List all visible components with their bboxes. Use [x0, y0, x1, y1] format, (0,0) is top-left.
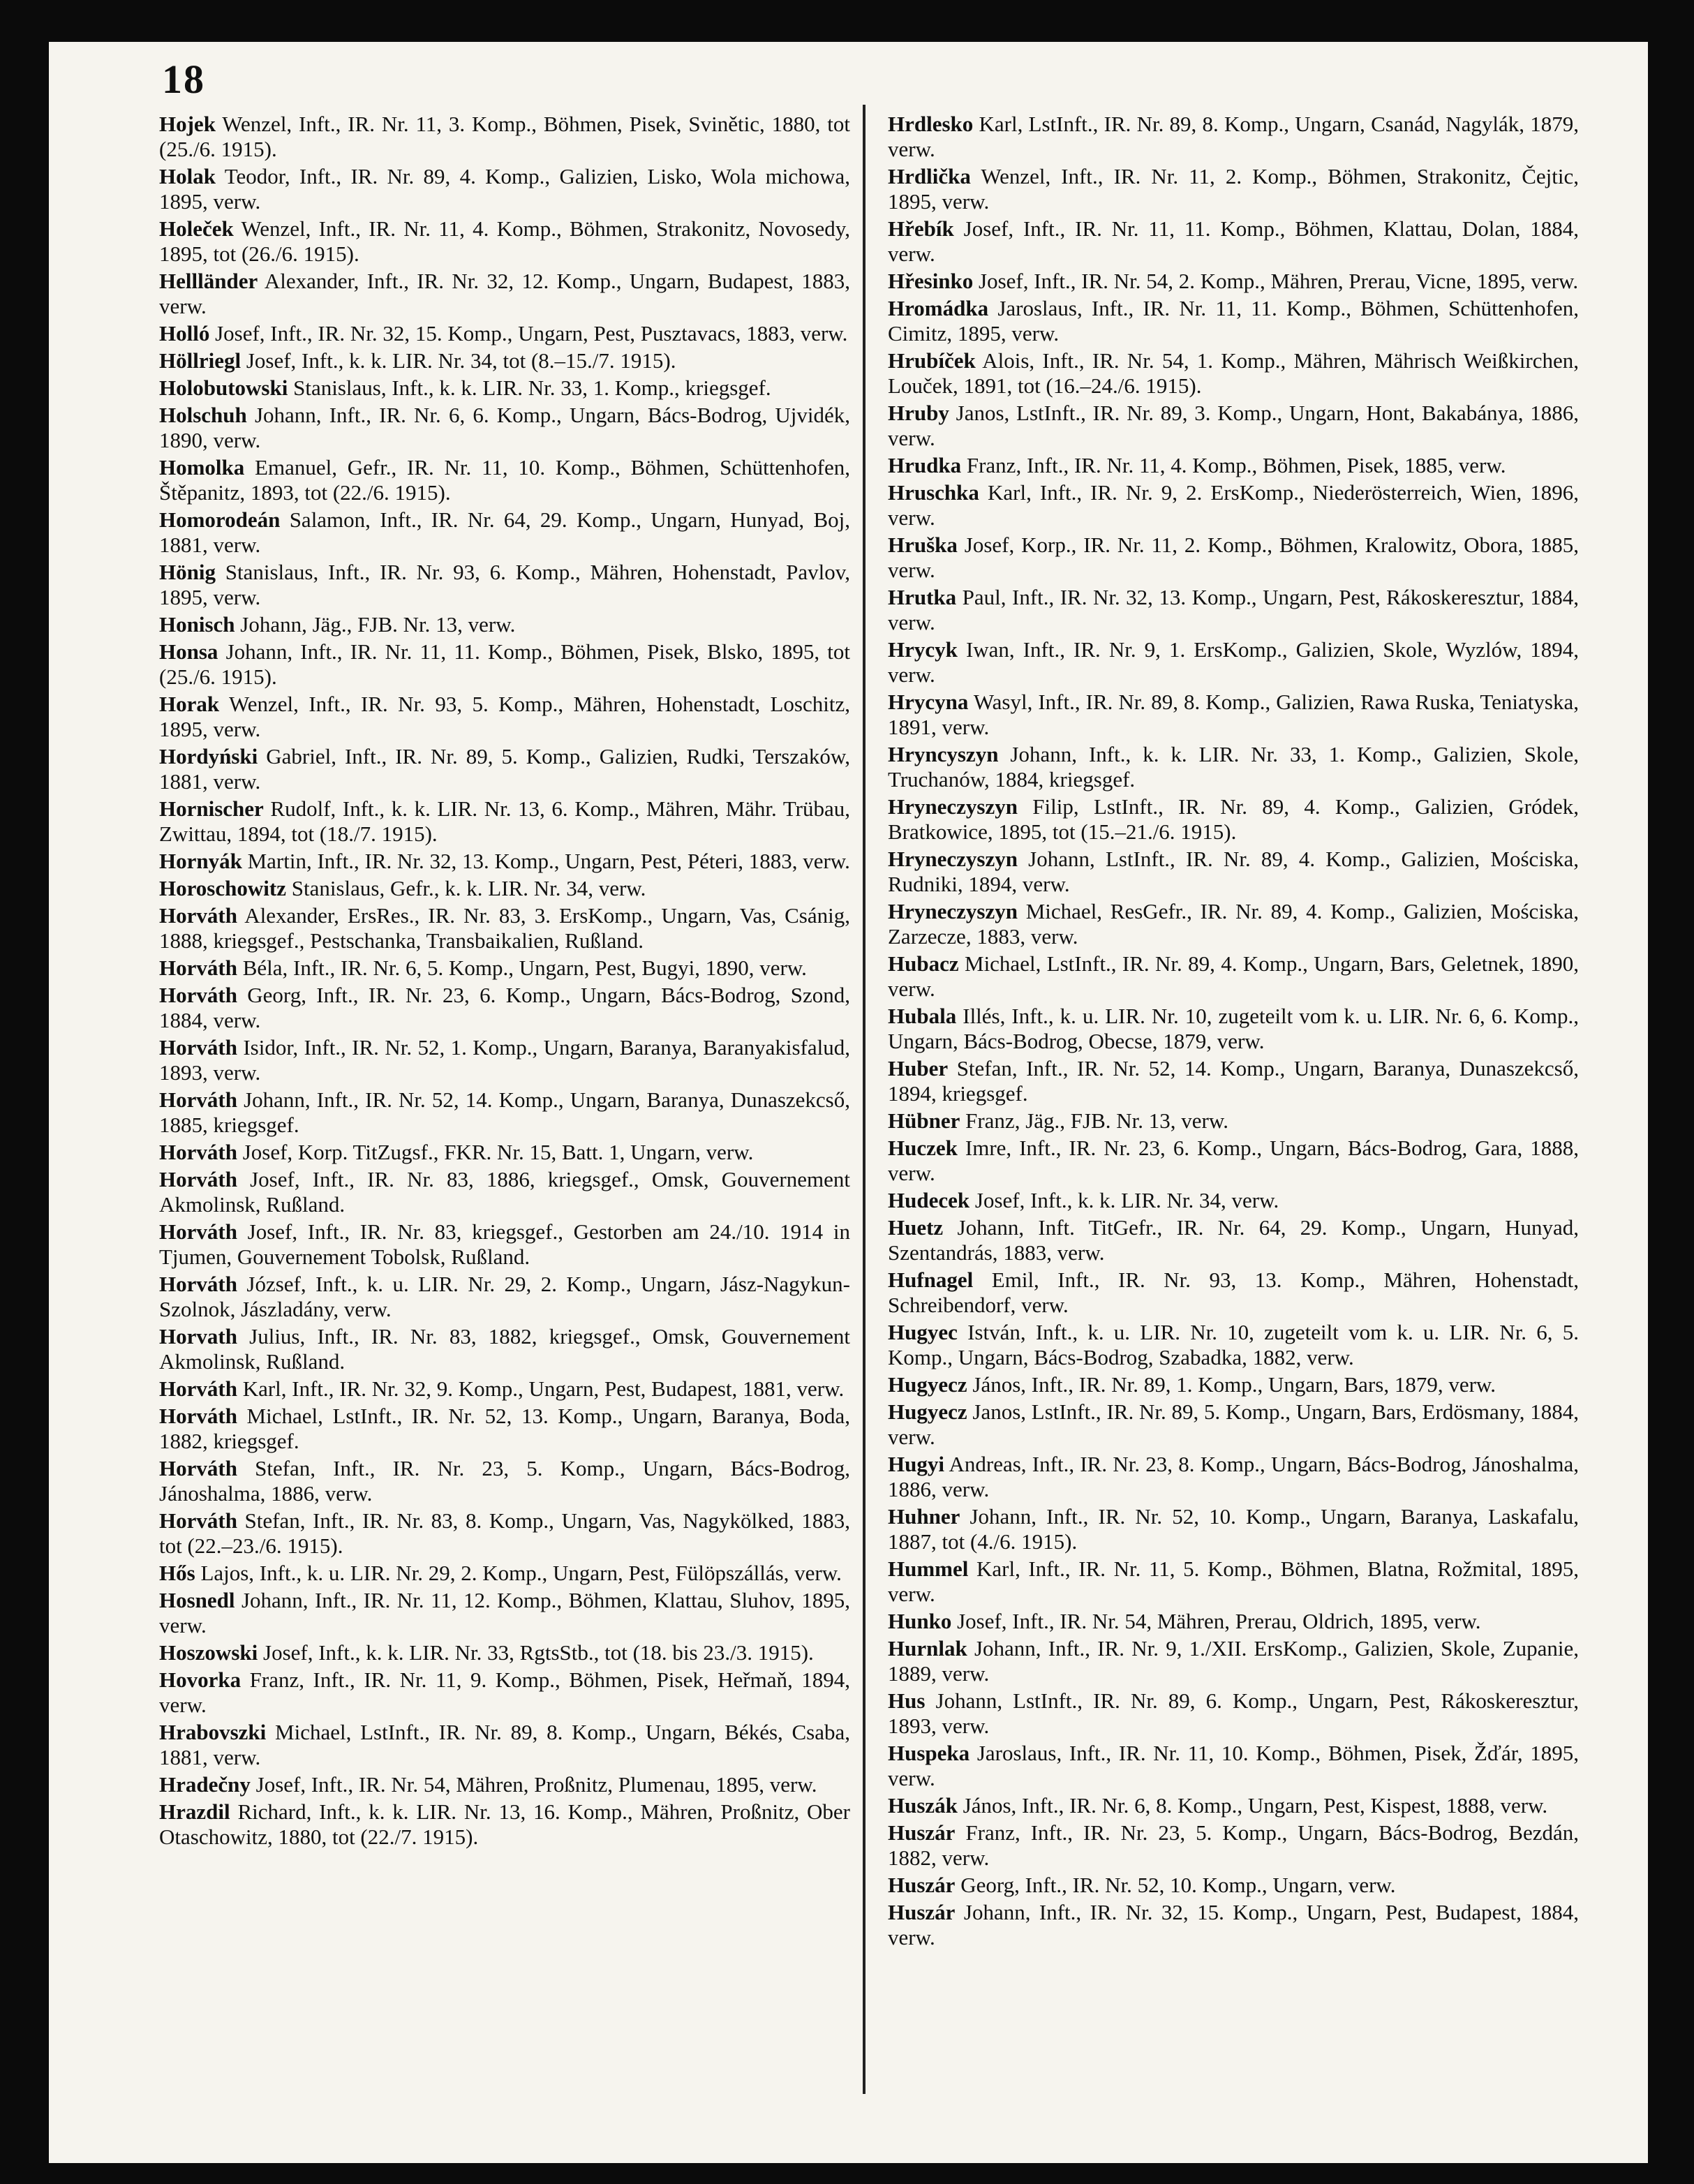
entry-surname: Hubala: [888, 1004, 957, 1028]
casualty-entry: [159, 403, 850, 453]
casualty-entry: [888, 1609, 1579, 1634]
entry-details: Karl, Inft., IR. Nr. 9, 2. ErsKomp., Niederösterreich, Wien, 1896, verw.: [888, 480, 1579, 530]
entry-details: Johann, Inft. TitGefr., IR. Nr. 64, 29. Komp., Ungarn, Hunyad, Szentandrás, 1883, verw.: [888, 1215, 1580, 1265]
entry-details: Josef, Inft., IR. Nr. 32, 15. Komp., Ungarn, Pest, Pusztavacs, 1883, verw.: [215, 321, 848, 346]
entry-surname: Huetz: [888, 1215, 944, 1240]
entry-surname: Hübner: [888, 1108, 960, 1133]
entry-details: Julius, Inft., IR. Nr. 83, 1882, kriegsgef., Omsk, Gouvernement Akmolinsk, Rußland.: [159, 1324, 850, 1374]
scan-border-left: [0, 0, 49, 2184]
entry-details: Karl, Inft., IR. Nr. 11, 5. Komp., Böhmen, Blatna, Rožmital, 1895, verw.: [888, 1557, 1580, 1606]
casualty-entry: [159, 903, 850, 953]
casualty-entry: [159, 1324, 850, 1374]
casualty-entry: [888, 847, 1579, 897]
casualty-entry: [888, 1268, 1579, 1318]
casualty-entry: [159, 1772, 850, 1797]
left-column: [159, 112, 850, 1852]
entry-surname: Hummel: [888, 1557, 969, 1581]
entry-details: Georg, Inft., IR. Nr. 23, 6. Komp., Ungarn, Bács-Bodrog, Szond, 1884, verw.: [159, 983, 850, 1032]
entry-details: Alois, Inft., IR. Nr. 54, 1. Komp., Mähren, Mährisch Weißkirchen, Louček, 1891, tot (16.–24./6. 1915).: [888, 348, 1579, 398]
casualty-entry: [888, 533, 1579, 583]
entry-surname: Horak: [159, 692, 220, 716]
entry-details: Josef, Inft., k. k. LIR. Nr. 34, tot (8.–15./7. 1915).: [246, 348, 676, 373]
entry-details: Richard, Inft., k. k. LIR. Nr. 13, 16. Komp., Mähren, Proßnitz, Ober Otaschowitz, 1880, tot (22./7. 1915).: [159, 1799, 850, 1849]
entry-surname: Hrazdil: [159, 1799, 230, 1824]
entry-surname: Hornyák: [159, 849, 242, 873]
casualty-entry: [888, 637, 1579, 688]
casualty-entry: [888, 1215, 1579, 1265]
entry-details: Franz, Inft., IR. Nr. 23, 5. Komp., Ungarn, Bács-Bodrog, Bezdán, 1882, verw.: [888, 1820, 1580, 1870]
entry-surname: Hurnlak: [888, 1636, 967, 1661]
scan-border-right: [1648, 0, 1694, 2184]
entry-details: Wenzel, Inft., IR. Nr. 11, 4. Komp., Böhmen, Strakonitz, Novosedy, 1895, tot (26./6. 1915).: [159, 216, 850, 266]
entry-surname: Hradečny: [159, 1772, 251, 1797]
entry-surname: Huczek: [888, 1136, 958, 1160]
entry-details: Johann, Jäg., FJB. Nr. 13, verw.: [240, 612, 516, 637]
casualty-entry: [888, 1056, 1579, 1106]
entry-surname: Honisch: [159, 612, 235, 637]
page-number: 18: [162, 57, 205, 102]
entry-details: Wasyl, Inft., IR. Nr. 89, 8. Komp., Galizien, Rawa Ruska, Teniatyska, 1891, verw.: [888, 690, 1579, 739]
entry-surname: Hubacz: [888, 951, 959, 976]
casualty-entry: [159, 639, 850, 690]
entry-details: Imre, Inft., IR. Nr. 23, 6. Komp., Ungarn, Bács-Bodrog, Gara, 1888, verw.: [888, 1136, 1579, 1185]
entry-surname: Hromádka: [888, 296, 989, 320]
entry-surname: Huszár: [888, 1820, 956, 1845]
entry-details: Michael, ResGefr., IR. Nr. 89, 4. Komp., Galizien, Mościska, Zarzecze, 1883, verw.: [888, 899, 1580, 949]
entry-surname: Hrycyna: [888, 690, 969, 714]
casualty-entry: [888, 585, 1579, 635]
casualty-entry: [888, 1188, 1579, 1213]
entry-surname: Horváth: [159, 1508, 237, 1533]
casualty-entry: [159, 164, 850, 214]
entry-surname: Horvath: [159, 1324, 237, 1349]
entry-surname: Horváth: [159, 956, 237, 980]
casualty-entry: [888, 296, 1579, 346]
entry-surname: Hosnedl: [159, 1588, 235, 1612]
entry-surname: Hrabovszki: [159, 1720, 267, 1744]
casualty-entry: [159, 321, 850, 346]
entry-surname: Hugyi: [888, 1452, 944, 1476]
entry-surname: Hrdlička: [888, 164, 971, 188]
entry-details: Franz, Inft., IR. Nr. 11, 4. Komp., Böhmen, Pisek, 1885, verw.: [966, 453, 1506, 477]
entry-surname: Horváth: [159, 1456, 237, 1480]
entry-surname: Horváth: [159, 1404, 237, 1428]
entry-surname: Horváth: [159, 1272, 237, 1296]
casualty-entry: [159, 692, 850, 742]
entry-details: Johann, Inft., IR. Nr. 32, 15. Komp., Ungarn, Pest, Budapest, 1884, verw.: [888, 1900, 1580, 1949]
casualty-entry: [159, 348, 850, 373]
casualty-entry: [159, 507, 850, 558]
entry-details: Johann, Inft., IR. Nr. 9, 1./XII. ErsKomp., Galizien, Skole, Zupanie, 1889, verw.: [888, 1636, 1579, 1686]
right-column: [888, 112, 1579, 1952]
entry-details: Johann, LstInft., IR. Nr. 89, 4. Komp., Galizien, Mościska, Rudniki, 1894, verw.: [888, 847, 1579, 896]
casualty-entry: [159, 1667, 850, 1718]
entry-surname: Hudecek: [888, 1188, 970, 1212]
casualty-entry: [888, 1004, 1579, 1054]
entry-details: Michael, LstInft., IR. Nr. 52, 13. Komp., Ungarn, Baranya, Boda, 1882, kriegsgef.: [159, 1404, 850, 1453]
casualty-entry: [159, 1404, 850, 1454]
entry-surname: Hus: [888, 1688, 926, 1713]
entry-details: Stanislaus, Inft., IR. Nr. 93, 6. Komp., Mähren, Hohenstadt, Pavlov, 1895, verw.: [159, 560, 851, 609]
entry-details: Stefan, Inft., IR. Nr. 23, 5. Komp., Ungarn, Bács-Bodrog, Jánoshalma, 1886, verw.: [159, 1456, 851, 1506]
entry-surname: Hugyecz: [888, 1399, 967, 1424]
casualty-entry: [159, 1219, 850, 1270]
entry-surname: Hrubíček: [888, 348, 976, 373]
casualty-entry: [159, 876, 850, 901]
entry-surname: Hordyński: [159, 744, 258, 768]
casualty-entry: [888, 1557, 1579, 1607]
entry-details: Wenzel, Inft., IR. Nr. 11, 3. Komp., Böhmen, Pisek, Svinětic, 1880, tot (25./6. 1915).: [159, 112, 850, 161]
entry-details: Isidor, Inft., IR. Nr. 52, 1. Komp., Ungarn, Baranya, Baranyakisfalud, 1893, verw.: [159, 1035, 850, 1085]
entry-surname: Hornischer: [159, 796, 264, 821]
casualty-entry: [888, 216, 1579, 267]
entry-details: Jaroslaus, Inft., IR. Nr. 11, 10. Komp., Böhmen, Pisek, Žďár, 1895, verw.: [888, 1741, 1579, 1790]
entry-details: Wenzel, Inft., IR. Nr. 11, 2. Komp., Böhmen, Strakonitz, Čejtic, 1895, verw.: [888, 164, 1579, 214]
entry-surname: Honsa: [159, 639, 218, 664]
entry-details: Emanuel, Gefr., IR. Nr. 11, 10. Komp., Böhmen, Schüttenhofen, Štěpanitz, 1893, tot (22./6. 1915).: [159, 455, 850, 505]
entry-surname: Hruby: [888, 401, 949, 425]
entry-details: Josef, Inft., IR. Nr. 83, kriegsgef., Gestorben am 24./10. 1914 in Tjumen, Gouvernement Tobolsk, Rußland.: [159, 1219, 850, 1269]
entry-surname: Horváth: [159, 1219, 237, 1244]
entry-details: Janos, LstInft., IR. Nr. 89, 3. Komp., Ungarn, Hont, Bakabánya, 1886, verw.: [888, 401, 1580, 450]
casualty-entry: [159, 216, 850, 267]
casualty-entry: [159, 1799, 850, 1850]
entry-details: Alexander, Inft., IR. Nr. 32, 12. Komp., Ungarn, Budapest, 1883, verw.: [159, 269, 850, 318]
casualty-entry: [888, 348, 1579, 399]
entry-details: Josef, Inft., IR. Nr. 54, Mähren, Prerau, Oldrich, 1895, verw.: [957, 1609, 1481, 1633]
casualty-entry: [159, 744, 850, 794]
entry-details: Paul, Inft., IR. Nr. 32, 13. Komp., Ungarn, Pest, Rákoskeresztur, 1884, verw.: [888, 585, 1580, 634]
entry-details: Josef, Inft., k. k. LIR. Nr. 34, verw.: [974, 1188, 1279, 1212]
casualty-entry: [888, 742, 1579, 792]
casualty-entry: [888, 899, 1579, 949]
entry-surname: Homolka: [159, 455, 245, 480]
entry-details: János, Inft., IR. Nr. 89, 1. Komp., Ungarn, Bars, 1879, verw.: [972, 1372, 1496, 1397]
casualty-entry: [159, 1588, 850, 1638]
entry-surname: Hellländer: [159, 269, 258, 293]
entry-surname: Hojek: [159, 112, 216, 136]
entry-surname: Hryncyszyn: [888, 742, 999, 766]
entry-details: Illés, Inft., k. u. LIR. Nr. 10, zugeteilt vom k. u. LIR. Nr. 6, 6. Komp., Ungarn, Bács-Bodrog, Obecse, 1879, verw.: [888, 1004, 1579, 1053]
entry-details: Josef, Inft., IR. Nr. 11, 11. Komp., Böhmen, Klattau, Dolan, 1884, verw.: [888, 216, 1579, 266]
entry-surname: Hunko: [888, 1609, 952, 1633]
casualty-entry: [888, 1793, 1579, 1818]
entry-surname: Hrdlesko: [888, 112, 974, 136]
entry-details: Josef, Inft., IR. Nr. 54, 2. Komp., Mähren, Prerau, Vicne, 1895, verw.: [979, 269, 1579, 293]
casualty-entry: [159, 1640, 850, 1665]
entry-surname: Hönig: [159, 560, 216, 584]
casualty-entry: [888, 1688, 1579, 1739]
entry-details: Emil, Inft., IR. Nr. 93, 13. Komp., Mähren, Hohenstadt, Schreibendorf, verw.: [888, 1268, 1579, 1317]
casualty-entry: [888, 1636, 1579, 1686]
entry-surname: Huszák: [888, 1793, 958, 1818]
entry-surname: Homorodeán: [159, 507, 281, 532]
entry-details: Jaroslaus, Inft., IR. Nr. 11, 11. Komp., Böhmen, Schüttenhofen, Cimitz, 1895, verw.: [888, 296, 1579, 346]
casualty-entry: [159, 956, 850, 981]
casualty-entry: [888, 1900, 1579, 1950]
entry-surname: Holak: [159, 164, 216, 188]
entry-details: Johann, Inft., IR. Nr. 11, 12. Komp., Böhmen, Klattau, Sluhov, 1895, verw.: [159, 1588, 850, 1637]
entry-details: Franz, Jäg., FJB. Nr. 13, verw.: [965, 1108, 1228, 1133]
casualty-entry: [159, 560, 850, 610]
entry-surname: Huspeka: [888, 1741, 970, 1765]
casualty-entry: [159, 983, 850, 1033]
entry-surname: Hruschka: [888, 480, 979, 505]
casualty-entry: [888, 401, 1579, 451]
entry-surname: Hřebík: [888, 216, 954, 241]
entry-surname: Höllriegl: [159, 348, 242, 373]
entry-details: Josef, Korp., IR. Nr. 11, 2. Komp., Böhmen, Kralowitz, Obora, 1885, verw.: [888, 533, 1579, 582]
casualty-entry: [888, 1399, 1579, 1450]
casualty-entry: [888, 1108, 1579, 1134]
entry-surname: Hugyec: [888, 1320, 958, 1344]
casualty-entry: [159, 1376, 850, 1402]
entry-surname: Horváth: [159, 1140, 237, 1164]
entry-details: Josef, Inft., IR. Nr. 54, Mähren, Proßnitz, Plumenau, 1895, verw.: [255, 1772, 817, 1797]
entry-details: Michael, LstInft., IR. Nr. 89, 8. Komp., Ungarn, Békés, Csaba, 1881, verw.: [159, 1720, 850, 1769]
casualty-entry: [159, 112, 850, 162]
entry-details: Béla, Inft., IR. Nr. 6, 5. Komp., Ungarn, Pest, Bugyi, 1890, verw.: [242, 956, 807, 980]
casualty-entry: [888, 112, 1579, 162]
casualty-entry: [888, 1873, 1579, 1898]
entry-surname: Horváth: [159, 983, 237, 1007]
casualty-entry: [159, 1508, 850, 1559]
entry-details: Josef, Inft., IR. Nr. 83, 1886, kriegsgef., Omsk, Gouvernement Akmolinsk, Rußland.: [159, 1167, 851, 1217]
entry-details: Franz, Inft., IR. Nr. 11, 9. Komp., Böhmen, Pisek, Heřmaň, 1894, verw.: [159, 1667, 851, 1717]
casualty-entry: [888, 794, 1579, 845]
casualty-entry: [159, 1140, 850, 1165]
entry-surname: Hryneczyszyn: [888, 794, 1018, 819]
entry-details: Karl, Inft., IR. Nr. 32, 9. Komp., Ungarn, Pest, Budapest, 1881, verw.: [242, 1376, 845, 1401]
entry-details: Wenzel, Inft., IR. Nr. 93, 5. Komp., Mähren, Hohenstadt, Loschitz, 1895, verw.: [159, 692, 850, 741]
casualty-entry: [888, 480, 1579, 530]
casualty-entry: [888, 453, 1579, 478]
entry-surname: Holeček: [159, 216, 234, 241]
casualty-entry: [159, 1087, 850, 1138]
casualty-entry: [159, 269, 850, 319]
entry-details: Stanislaus, Gefr., k. k. LIR. Nr. 34, verw.: [291, 876, 646, 900]
casualty-entry: [888, 1320, 1579, 1370]
entry-details: Georg, Inft., IR. Nr. 52, 10. Komp., Ungarn, verw.: [960, 1873, 1396, 1897]
entry-surname: Hugyecz: [888, 1372, 967, 1397]
entry-surname: Horváth: [159, 1087, 237, 1112]
entry-details: Johann, Inft., k. k. LIR. Nr. 33, 1. Komp., Galizien, Skole, Truchanów, 1884, kriegsgef.: [888, 742, 1580, 792]
casualty-entry: [159, 796, 850, 847]
entry-surname: Hovorka: [159, 1667, 242, 1692]
casualty-entry: [888, 269, 1579, 294]
entry-details: Salamon, Inft., IR. Nr. 64, 29. Komp., Ungarn, Hunyad, Boj, 1881, verw.: [159, 507, 850, 557]
entry-details: Karl, LstInft., IR. Nr. 89, 8. Komp., Ungarn, Csanád, Nagylák, 1879, verw.: [888, 112, 1580, 161]
entry-details: Teodor, Inft., IR. Nr. 89, 4. Komp., Galizien, Lisko, Wola michowa, 1895, verw.: [159, 164, 850, 214]
casualty-entry: [888, 951, 1579, 1002]
entry-details: Josef, Inft., k. k. LIR. Nr. 33, RgtsStb., tot (18. bis 23./3. 1915).: [263, 1640, 814, 1665]
column-divider: [863, 105, 865, 2094]
casualty-entry: [888, 690, 1579, 740]
entry-surname: Huber: [888, 1056, 949, 1080]
casualty-entry: [159, 1035, 850, 1085]
entry-details: József, Inft., k. u. LIR. Nr. 29, 2. Komp., Ungarn, Jász-Nagykun-Szolnok, Jászladány, verw.: [159, 1272, 850, 1321]
casualty-entry: [888, 1820, 1579, 1871]
entry-surname: Horoschowitz: [159, 876, 286, 900]
entry-surname: Horváth: [159, 1167, 237, 1191]
entry-details: Rudolf, Inft., k. k. LIR. Nr. 13, 6. Komp., Mähren, Mähr. Trübau, Zwittau, 1894, tot (18./7. 1915).: [159, 796, 851, 846]
entry-surname: Holobutowski: [159, 376, 288, 400]
entry-surname: Hős: [159, 1561, 195, 1585]
entry-surname: Hrutka: [888, 585, 957, 609]
entry-surname: Hryneczyszyn: [888, 847, 1018, 871]
entry-details: Iwan, Inft., IR. Nr. 9, 1. ErsKomp., Galizien, Skole, Wyzlów, 1894, verw.: [888, 637, 1579, 687]
entry-details: Stanislaus, Inft., k. k. LIR. Nr. 33, 1. Komp., kriegsgef.: [293, 376, 771, 400]
entry-surname: Hoszowski: [159, 1640, 258, 1665]
entry-details: Johann, Inft., IR. Nr. 52, 14. Komp., Ungarn, Baranya, Dunaszekcső, 1885, kriegsgef.: [159, 1087, 850, 1137]
casualty-entry: [888, 164, 1579, 214]
entry-surname: Horváth: [159, 903, 237, 928]
casualty-entry: [888, 1504, 1579, 1554]
casualty-entry: [159, 612, 850, 637]
casualty-entry: [159, 1167, 850, 1217]
entry-details: Andreas, Inft., IR. Nr. 23, 8. Komp., Ungarn, Bács-Bodrog, Jánoshalma, 1886, verw.: [888, 1452, 1579, 1501]
casualty-entry: [159, 1272, 850, 1322]
entry-details: Janos, LstInft., IR. Nr. 89, 5. Komp., Ungarn, Bars, Erdösmany, 1884, verw.: [888, 1399, 1580, 1449]
entry-surname: Hřesinko: [888, 269, 974, 293]
entry-details: Alexander, ErsRes., IR. Nr. 83, 3. ErsKomp., Ungarn, Vas, Csánig, 1888, kriegsgef., Pestschanka, Transbaikalien, Rußland.: [159, 903, 850, 953]
entry-surname: Hrudka: [888, 453, 962, 477]
entry-surname: Huszár: [888, 1873, 956, 1897]
scan-border-bottom: [0, 2163, 1694, 2184]
entry-surname: Huhner: [888, 1504, 960, 1529]
casualty-entry: [159, 1561, 850, 1586]
entry-surname: Holschuh: [159, 403, 247, 427]
entry-details: Gabriel, Inft., IR. Nr. 89, 5. Komp., Galizien, Rudki, Terszaków, 1881, verw.: [159, 744, 850, 794]
entry-details: Josef, Korp. TitZugsf., FKR. Nr. 15, Batt. 1, Ungarn, verw.: [242, 1140, 754, 1164]
entry-details: Lajos, Inft., k. u. LIR. Nr. 29, 2. Komp., Ungarn, Pest, Fülöpszállás, verw.: [200, 1561, 842, 1585]
entry-details: Stefan, Inft., IR. Nr. 52, 14. Komp., Ungarn, Baranya, Dunaszekcső, 1894, kriegsgef.: [888, 1056, 1579, 1106]
entry-surname: Hrycyk: [888, 637, 958, 662]
entry-details: Filip, LstInft., IR. Nr. 89, 4. Komp., Galizien, Gródek, Bratkowice, 1895, tot (15.–21./6. 1915).: [888, 794, 1579, 844]
entry-surname: Horváth: [159, 1376, 237, 1401]
casualty-entry: [159, 376, 850, 401]
casualty-entry: [888, 1452, 1579, 1502]
entry-details: Martin, Inft., IR. Nr. 32, 13. Komp., Ungarn, Pest, Péteri, 1883, verw.: [247, 849, 850, 873]
scan-border-top: [0, 0, 1694, 42]
entry-details: Michael, LstInft., IR. Nr. 89, 4. Komp., Ungarn, Bars, Geletnek, 1890, verw.: [888, 951, 1580, 1001]
casualty-entry: [159, 1456, 850, 1506]
entry-details: Johann, Inft., IR. Nr. 11, 11. Komp., Böhmen, Pisek, Blsko, 1895, tot (25./6. 1915).: [159, 639, 851, 689]
entry-surname: Holló: [159, 321, 210, 346]
entry-details: Johann, Inft., IR. Nr. 52, 10. Komp., Ungarn, Baranya, Laskafalu, 1887, tot (4./6. 1915).: [888, 1504, 1579, 1554]
casualty-entry: [888, 1741, 1579, 1791]
entry-surname: Hruška: [888, 533, 958, 557]
entry-surname: Hufnagel: [888, 1268, 974, 1292]
casualty-entry: [159, 455, 850, 505]
casualty-entry: [159, 849, 850, 874]
entry-surname: Horváth: [159, 1035, 237, 1060]
entry-details: Johann, LstInft., IR. Nr. 89, 6. Komp., Ungarn, Pest, Rákoskeresztur, 1893, verw.: [888, 1688, 1580, 1738]
entry-surname: Huszár: [888, 1900, 956, 1924]
casualty-entry: [888, 1136, 1579, 1186]
entry-details: János, Inft., IR. Nr. 6, 8. Komp., Ungarn, Pest, Kispest, 1888, verw.: [963, 1793, 1548, 1818]
entry-details: Johann, Inft., IR. Nr. 6, 6. Komp., Ungarn, Bács-Bodrog, Ujvidék, 1890, verw.: [159, 403, 850, 452]
entry-surname: Hryneczyszyn: [888, 899, 1018, 923]
casualty-entry: [888, 1372, 1579, 1397]
entry-details: Stefan, Inft., IR. Nr. 83, 8. Komp., Ungarn, Vas, Nagykölked, 1883, tot (22.–23./6. 1915).: [159, 1508, 850, 1558]
casualty-entry: [159, 1720, 850, 1770]
entry-details: István, Inft., k. u. LIR. Nr. 10, zugeteilt vom k. u. LIR. Nr. 6, 5. Komp., Ungarn, Bács-Bodrog, Szabadka, 1882, verw.: [888, 1320, 1580, 1369]
